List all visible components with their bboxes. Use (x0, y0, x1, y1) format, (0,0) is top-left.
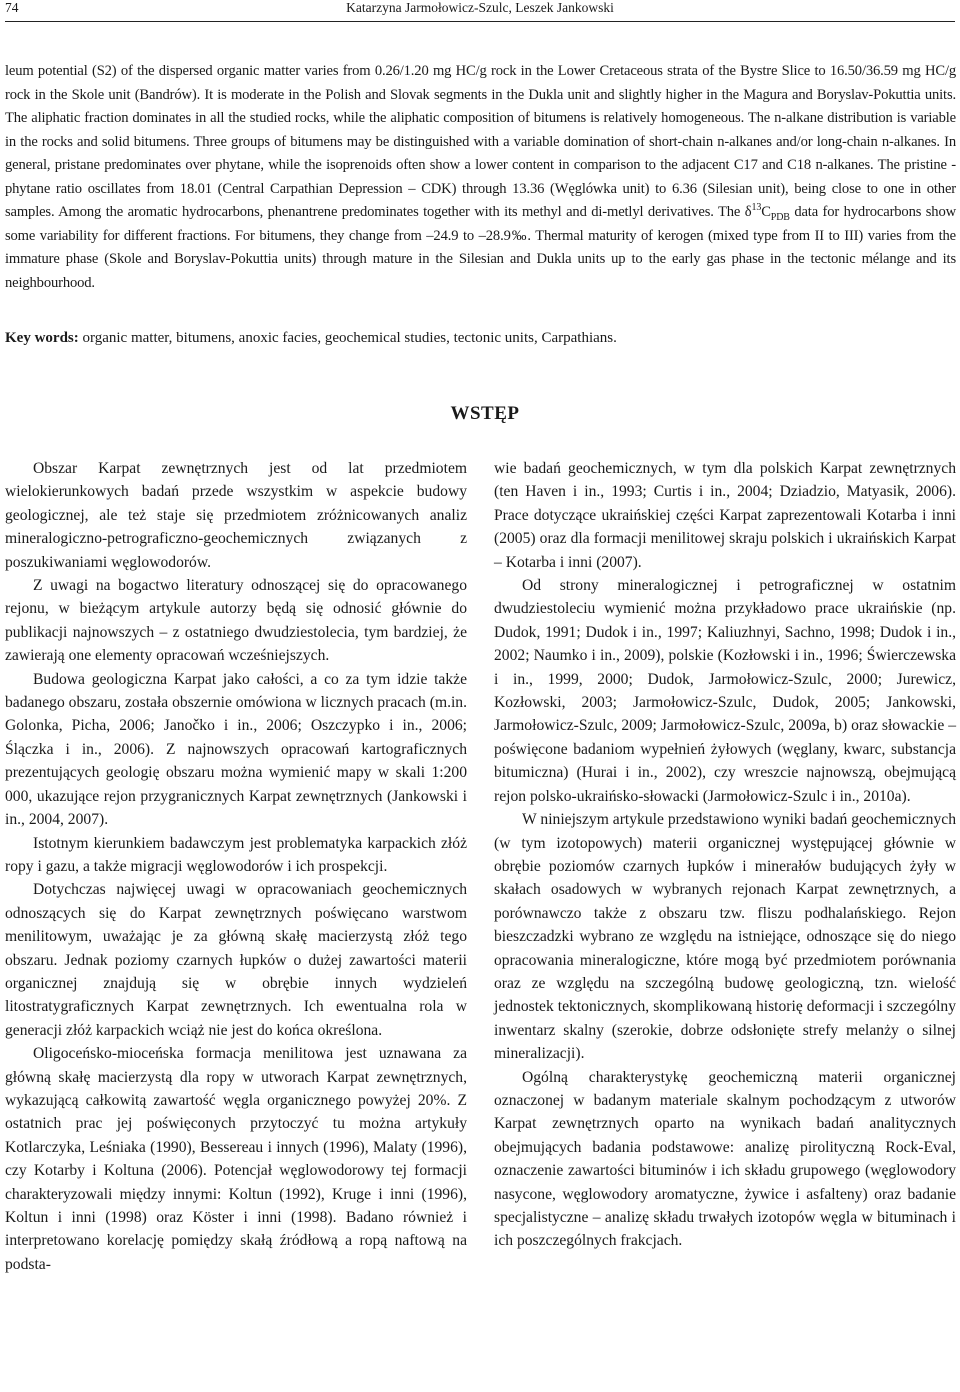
left-column (5, 457, 467, 1276)
keywords-label: Key words: (5, 330, 79, 346)
paragraph: Istotnym kierunkiem badawczym jest problematyka karpackich złóż ropy i gazu, a także migracji węglowodorów i ich prospekcji. (5, 834, 467, 875)
paragraph: Od strony mineralogicznej i petrograficznej w ostatnim dwudziestoleciu wymienić można przykładowo prace ukraińskie (np. Dudok, 1991; Dudok i in., 1997; Kaliuzhnyi, Sachno, 1998; Dudok i in., 2002; Naumko i in., 2009), polskie (Kozłowski i in., 1996; Świerczewska i in., 1999, 2000; Dudok, Jarmołowicz-Szulc, 2000; Jurewicz, Kozłowski, 2003; Jarmołowicz-Szulc, Dudok, 2005; Jankowski, Jarmołowicz-Szulc, 2009; Jarmołowicz-Szulc, 2009a, b) oraz słowackie – poświęcone badaniom wypełnień żyłowych (węglany, kwarc, substancja bitumiczna) (Hurai i in., 2002), czy wreszcie najnowszą, obejmującą rejon polsko-ukraińsko-słowacki (Jarmołowicz-Szulc i in., 2010a). (494, 577, 956, 805)
abstract (5, 60, 956, 295)
isotope-superscript: 13 (751, 202, 762, 214)
paragraph: Z uwagi na bogactwo literatury odnoszącej się do opracowanego rejonu, w bieżącym artykule autorzy będą się odnosić głównie do publikacji najnowszych – z ostatniego dwudziestolecia, tym bardziej, że zawierają one elementy opracowań wcześniejszych. (5, 577, 467, 665)
paragraph: Ogólną charakterystykę geochemiczną materii organicznej oznaczonej w badanym materiale skalnym pochodzącym z utworów Karpat zewnętrznych oparto na wynikach badań analitycznych obejmujących badania podstawowe: analizę pirolityczną Rock-Eval, oznaczenie zawartości bituminów i ich składu grupowego (węglowodory nasycone, węglowodory aromatyczne, żywice i asfalteny) oraz badanie specjalistyczne – analizę składu trwałych izotopów węgla w bituminach i ich poszczególnych frakcjach. (494, 1068, 956, 1250)
paragraph: W niniejszym artykule przedstawiono wyniki badań geochemicznych (w tym izotopowych) materii organicznej występującej głównie w obrębie poziomów czarnych łupków i minerałów budujących żyły w skałach osadowych w wybranych rejonach Karpat zewnętrznych, a porównawczo także z obszaru tzw. fliszu podhalańskiego. Rejon bieszczadzki wybrano ze względu na istniejące, odnoszące się do niego opracowania mineralogiczne, które mogą być przedmiotem porównania oraz ze względu na szczególną budowę geologiczną, tzn. wielość jednostek tektonicznych, skomplikowaną historię deformacji i szczególny inwentarz skalny (szerokie, dobrze odsłonięte strefy melanży o silnej mineralizacji). (494, 811, 956, 1063)
paragraph: Dotychczas najwięcej uwagi w opracowaniach geochemicznych odnoszących się do Karpat zewnętrznych poświęcano warstwom menilitowym, uważając je za główną skałę macierzystą złóż tego obszaru. Jednak poziomy czarnych łupków o dużej zawartości materii organicznej znajdują się w obrębie innych wydzieleń litostratygraficznych Karpat zewnętrznych. Ich ewentualna rola w generacji złóż karpackich wciąż nie jest do końca określona. (5, 881, 467, 1039)
abstract-text-2: data for hydrocarbons show some variability for different fractions. For bitumens, they change from –24.9 to –28.9‰. Thermal maturity of kerogen (mixed type from II to III) varies from the immature phase (Skole and Boryslav-Pokuttia units) through mature in the Silesian and Dukla units up to the early gas phase in the tectonic mélange and its neighbourhood. (5, 204, 956, 291)
keywords (5, 327, 956, 350)
keywords-text: organic matter, bitumens, anoxic facies, geochemical studies, tectonic units, Carpathians. (78, 330, 617, 346)
header-rule (5, 21, 955, 22)
section-title: WSTĘP (450, 403, 520, 424)
running-header (5, 0, 955, 18)
right-column (494, 457, 956, 1253)
abstract-text-1: leum potential (S2) of the dispersed organic matter varies from 0.26/1.20 mg HC/g rock in the Lower Cretaceous strata of the Bystre Slice to 16.50/36.59 mg HC/g rock in the Skole unit (Bandrów). It is moderate in the Polish and Slovak segments in the Dukla unit and slightly higher in the Magura and Boryslav-Pokuttia units. The aliphatic fraction dominates in all the studied rocks, while the aliphatic composition of bitumens is relatively homogeneous. The n-alkane distribution is variable in the rocks and solid bitumens. Three groups of bitumens may be distinguished with a variable domination of short-chain n-alkanes and/or long-chain n-alkanes. In general, pristane predominates over phytane, while the isoprenoids often show a lower content in comparison to the adjacent C17 and C18 n-alkanes. The pristine - phytane ratio oscillates from 18.01 (Central Carpathian Depression – CDK) through 13.36 (Węglówka unit) to 6.36 (Silesian unit), being close to one in other samples. Among the aromatic hydrocarbons, phenantrene predominates together with its methyl and di-metlyl derivatives. The δ (5, 63, 956, 220)
paragraph: Oligoceńsko-mioceńska formacja menilitowa jest uznawana za główną skałę macierzystą dla ropy w utworach Karpat zewnętrznych, wykazującą całkowitą zawartość węgla organicznego powyżej 20%. Z ostatnich prac jej poświęconych przytoczyć tu można artykuły Kotlarczyka, Leśniaka (1990), Bessereau i innych (1996), Malaty (1996), czy Kotarby i Koltuna (2006). Potencjał węglowodorowy tej formacji charakteryzowali między innymi: Koltun (1992), Kruge i inni (1996), Koltun i inni (1998) oraz Köster i inni (1998). Badano również i interpretowano korelację pomiędzy skałą źródłową a ropą naftową na podsta- (5, 1045, 467, 1273)
running-header-authors: Katarzyna Jarmołowicz-Szulc, Leszek Jankowski (346, 0, 614, 15)
carbon-symbol: C (761, 204, 771, 220)
abstract-paragraph (5, 60, 956, 295)
page-number: 74 (5, 0, 19, 15)
pdb-subscript: PDB (770, 211, 790, 223)
paragraph: Budowa geologiczna Karpat jako całości, a co za tym idzie także badanego obszaru, została obszernie omówiona w licznych pracach (m.in. Golonka, Picha, 2006; Janočko i in., 2006; Oszczypko i in., 2006; Ślączka i in., 2006). Z najnowszych opracowań kartograficznych prezentujących geologię obszaru można wymienić mapy w skali 1:200 000, ukazujące rejon przygranicznych Karpat zewnętrznych (Jankowski i in., 2004, 2007). (5, 670, 468, 829)
paragraph-continued: wie badań geochemicznych, w tym dla polskich Karpat zewnętrznych (ten Haven i in., 1993; Curtis i in., 2004; Dziadzio, Matyasik, 2006). Prace dotyczące ukraińskiej części Karpat zaprezentowali Kotarba i inni (2005) oraz dla formacji menilitowej skraju polskich i ukraińskich Karpat – Kotarba i inni (2007). (494, 460, 956, 571)
paragraph: Obszar Karpat zewnętrznych jest od lat przedmiotem wielokierunkowych badań przede wszystkim w aspekcie budowy geologicznej, ale też staje się przedmiotem zróżnicowanych analiz mineralogiczno-petrograficzno-geochemicznych związanych z poszukiwaniami węglowodorów. (5, 460, 467, 571)
